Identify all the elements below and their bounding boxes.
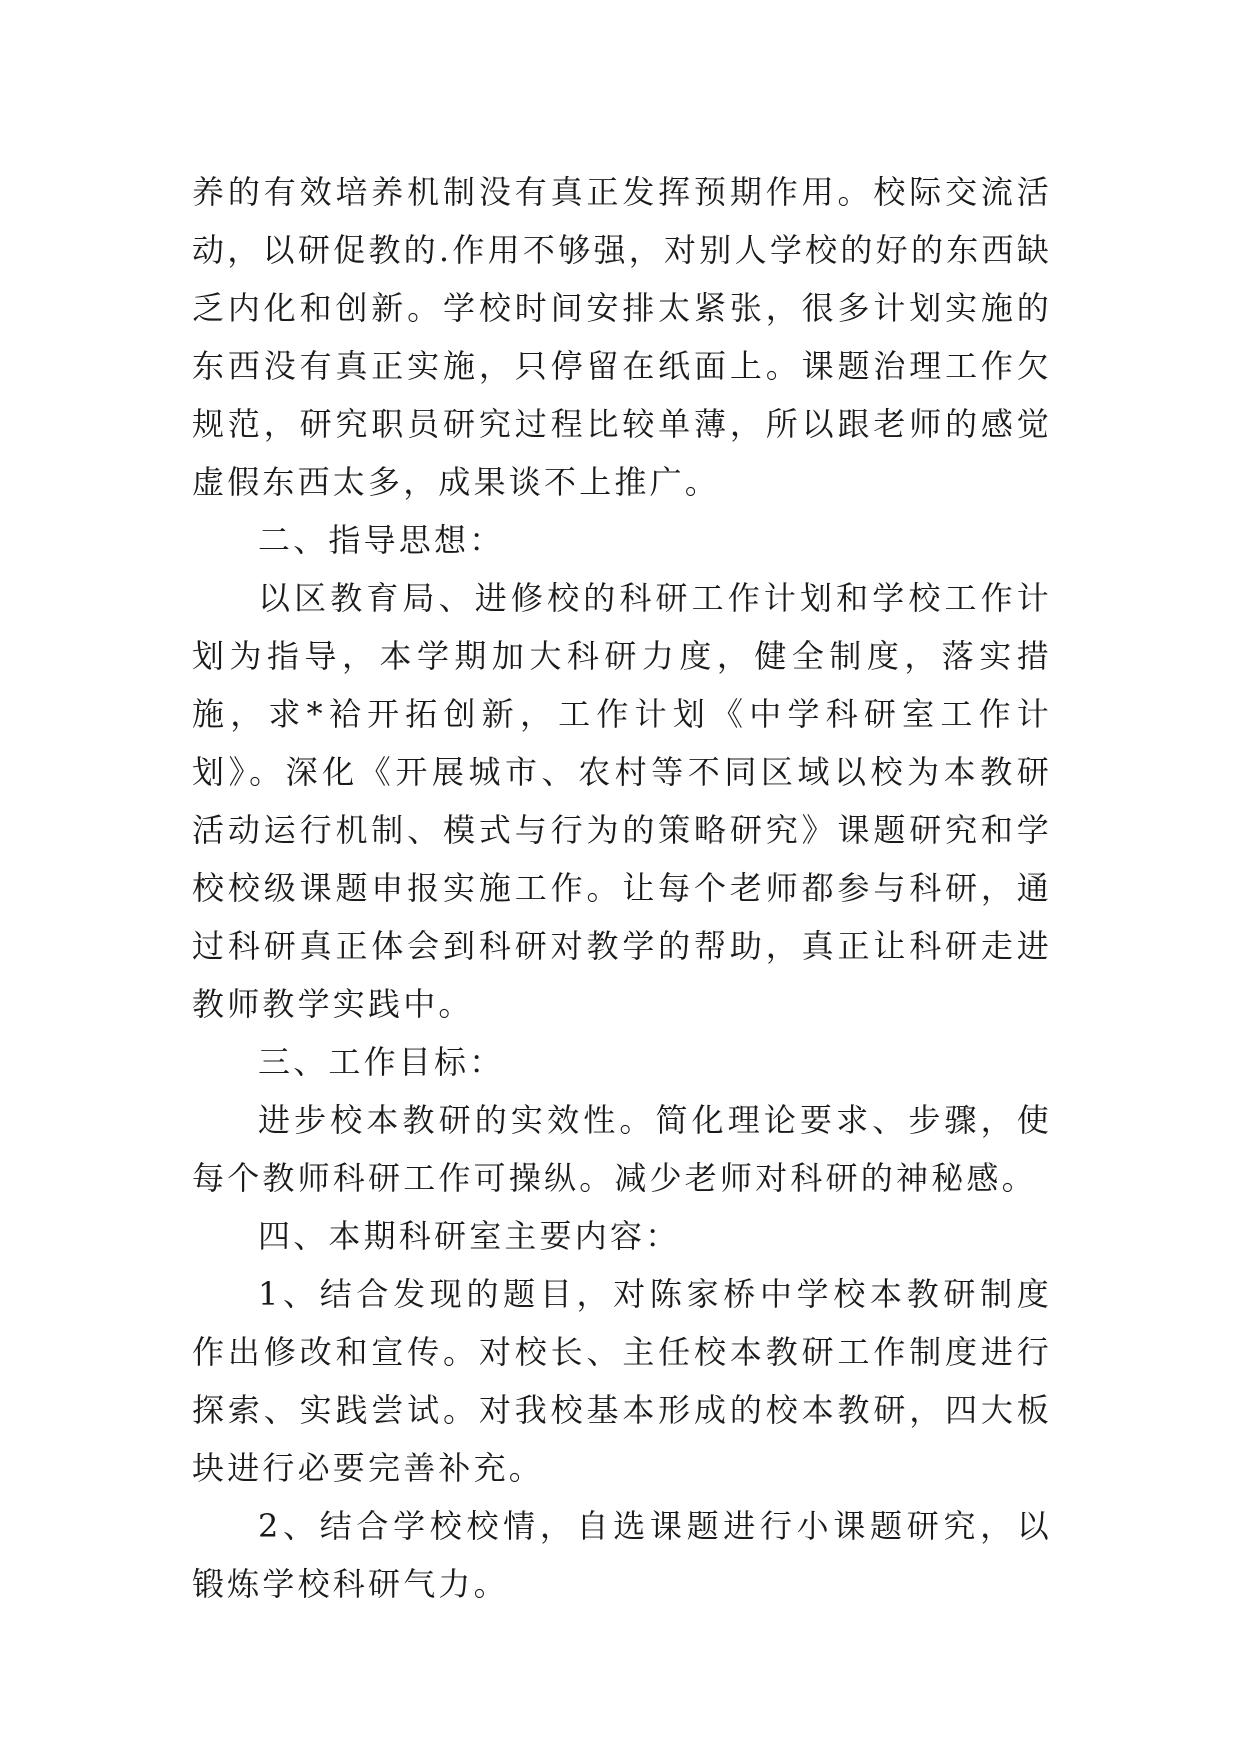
section-heading-main-content: 四、本期科研室主要内容： [258, 1217, 681, 1255]
paragraph-item-1: 1、结合发现的题目，对陈家桥中学校本教研制度作出修改和宣传。对校长、主任校本教研工作制度进行探索、实践尝试。对我校基本形成的校本教研，四大板块进行必要完善补充。 [192, 1275, 1052, 1487]
document-body [192, 163, 1052, 1613]
paragraph-guiding-ideology: 以区教育局、进修校的科研工作计划和学校工作计划为指导，本学期加大科研力度，健全制度，落实措施，求*袷开拓创新，工作计划《中学科研室工作计划》。深化《开展城市、农村等不同区域以校为本教研活动运行机制、模式与行为的策略研究》课题研究和学校校级课题申报实施工作。让每个老师都参与科研，通过科研真正体会到科研对教学的帮助，真正让科研走进教师教学实践中。 [192, 579, 1052, 1023]
paragraph-item-2: 2、结合学校校情，自选课题进行小课题研究，以锻炼学校科研气力。 [192, 1507, 1052, 1603]
section-heading-guiding-ideology: 二、指导思想： [258, 521, 505, 559]
paragraph-work-goals: 进步校本教研的实效性。简化理论要求、步骤，使每个教师科研工作可操纵。减少老师对科研的神秘感。 [192, 1101, 1052, 1197]
section-heading-work-goals: 三、工作目标： [258, 1043, 505, 1081]
paragraph-continuation: 养的有效培养机制没有真正发挥预期作用。校际交流活动，以研促教的.作用不够强，对别人学校的好的东西缺乏内化和创新。学校时间安排太紧张，很多计划实施的东西没有真正实施，只停留在纸面上。课题治理工作欠规范，研究职员研究过程比较单薄，所以跟老师的感觉虚假东西太多，成果谈不上推广。 [192, 173, 1052, 501]
